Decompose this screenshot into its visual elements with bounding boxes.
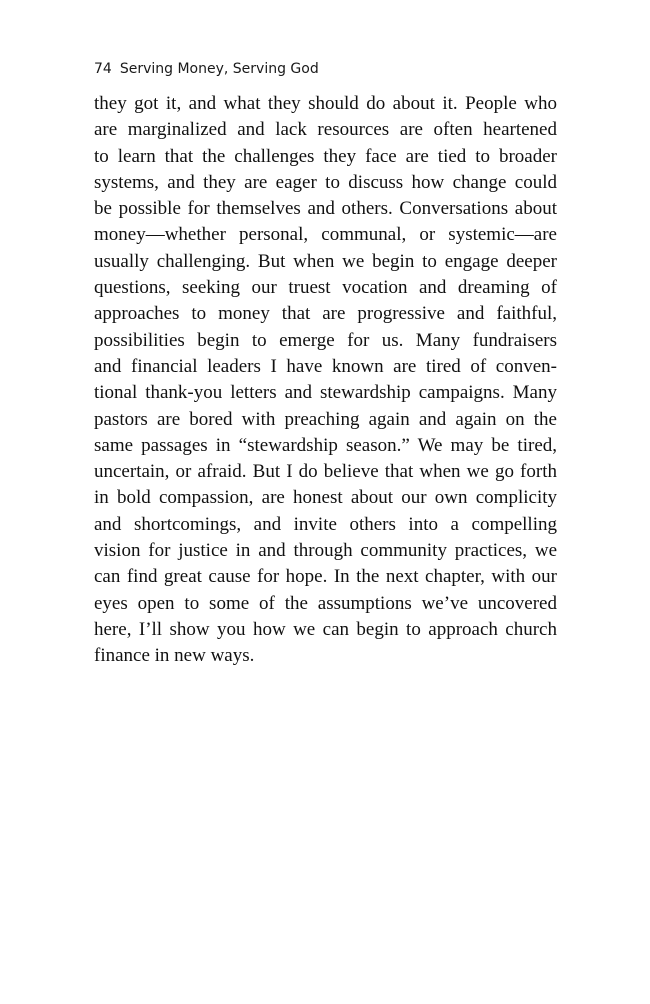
text-line: finance in new ways. [94,645,255,667]
text-line: uncertain, or afraid. But I do believe that when we go forth [94,461,557,483]
text-line: tional thank-you letters and stewardship campaigns. Many [94,382,557,404]
text-line: same passages in “stewardship season.” We may be tired, [94,434,557,456]
running-head [94,61,319,77]
text-line: questions, seeking our truest vocation and dreaming of [94,277,557,299]
text-line: approaches to money that are progressive and faithful, [94,303,557,325]
text-line: in bold compassion, are honest about our own complicity [94,487,557,509]
text-line: money—whether personal, communal, or systemic—are [94,224,557,246]
text-line: vision for justice in and through community practices, we [94,540,557,562]
text-line: they got it, and what they should do about it. People who [94,93,557,114]
text-line: eyes open to some of the assumptions we’ve uncovered [94,592,557,614]
text-line: are marginalized and lack resources are often heartened [94,119,557,141]
text-line: and financial leaders I have known are tired of conven- [94,355,557,377]
text-line: systems, and they are eager to discuss how change could [94,171,557,193]
text-line: usually challenging. But when we begin to engage deeper [94,250,557,272]
text-line: pastors are bored with preaching again and again on the [94,408,557,430]
running-title: Serving Money, Serving God [119,61,319,77]
text-line: be possible for themselves and others. Conversations about [94,198,557,220]
text-line: to learn that the challenges they face are tied to broader [94,145,557,167]
body-paragraph [94,91,557,670]
text-line: can find great cause for hope. In the next chapter, with our [94,566,557,588]
text-line: and shortcomings, and invite others into a compelling [94,513,557,535]
page-number: 74 [94,61,112,77]
text-line: possibilities begin to emerge for us. Many fundraisers [94,329,557,351]
text-line: here, I’ll show you how we can begin to approach church [94,618,557,640]
